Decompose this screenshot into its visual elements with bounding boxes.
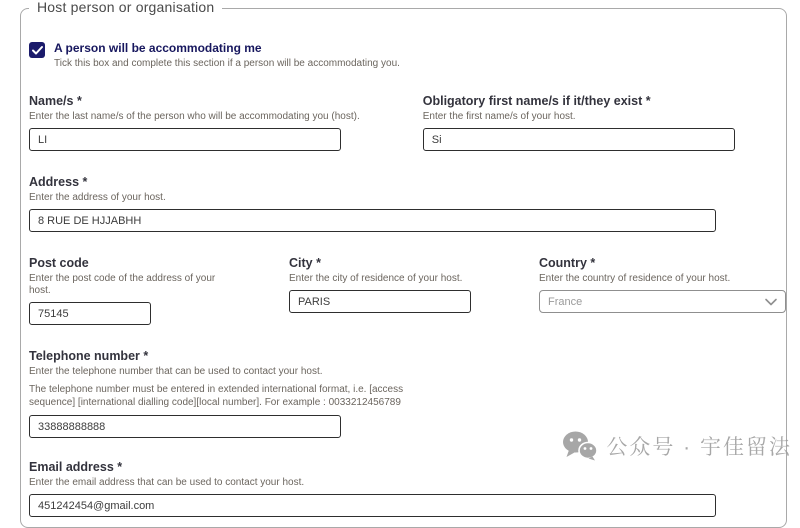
name-field-group	[29, 94, 360, 151]
name-help: Enter the last name/s of the person who will be accommodating you (host).	[29, 111, 360, 122]
chevron-down-icon	[765, 298, 777, 306]
watermark-text: 公众号 · 宇佳留法	[606, 435, 792, 459]
telephone-label: Telephone number *	[29, 349, 149, 363]
accommodating-checkbox[interactable]	[29, 42, 45, 58]
post-code-label: Post code	[29, 256, 89, 270]
city-help: Enter the city of residence of your host.	[289, 273, 463, 284]
checkmark-icon	[32, 46, 43, 55]
first-name-label: Obligatory first name/s if it/they exist *	[422, 94, 651, 108]
city-field-group	[289, 256, 471, 325]
checkbox-label: A person will be accommodating me	[54, 41, 262, 55]
email-input[interactable]	[29, 494, 716, 517]
address-field-group	[29, 175, 786, 232]
country-select-value: France	[548, 295, 583, 308]
country-select[interactable]	[539, 290, 786, 313]
accommodating-checkbox-row	[29, 41, 786, 69]
city-input[interactable]	[289, 290, 471, 313]
post-code-field-group	[29, 256, 221, 325]
post-code-input[interactable]	[29, 302, 151, 325]
accommodating-checkbox-text	[54, 41, 400, 69]
address-help: Enter the address of your host.	[29, 192, 166, 203]
first-name-help: Enter the first name/s of your host.	[422, 111, 576, 122]
email-label: Email address *	[29, 460, 123, 474]
city-label: City *	[289, 256, 321, 270]
telephone-format-note: The telephone number must be entered in extended international format, i.e. [access sequence] [international dialling code][local number]. For example : 0033212456789	[29, 384, 404, 408]
first-name-field-group	[423, 94, 735, 151]
address-input[interactable]	[29, 209, 716, 232]
name-row	[29, 94, 786, 151]
name-label: Name/s *	[29, 94, 82, 108]
telephone-field-group	[29, 349, 786, 438]
name-input[interactable]	[29, 128, 341, 151]
email-field-group	[29, 460, 786, 517]
telephone-help: Enter the telephone number that can be used to contact your host.	[29, 366, 323, 377]
country-help: Enter the country of residence of your host.	[539, 273, 731, 284]
address-label: Address *	[29, 175, 88, 189]
country-field-group	[539, 256, 786, 325]
section-title: Host person or organisation	[29, 0, 222, 15]
telephone-input[interactable]	[29, 415, 341, 438]
country-label: Country *	[539, 256, 596, 270]
email-help: Enter the email address that can be used to contact your host.	[29, 477, 305, 488]
host-section	[20, 0, 787, 528]
first-name-input[interactable]	[423, 128, 735, 151]
post-code-help: Enter the post code of the address of your host.	[29, 273, 216, 296]
checkbox-help: Tick this box and complete this section if a person will be accommodating you.	[54, 58, 400, 69]
location-row	[29, 256, 786, 325]
